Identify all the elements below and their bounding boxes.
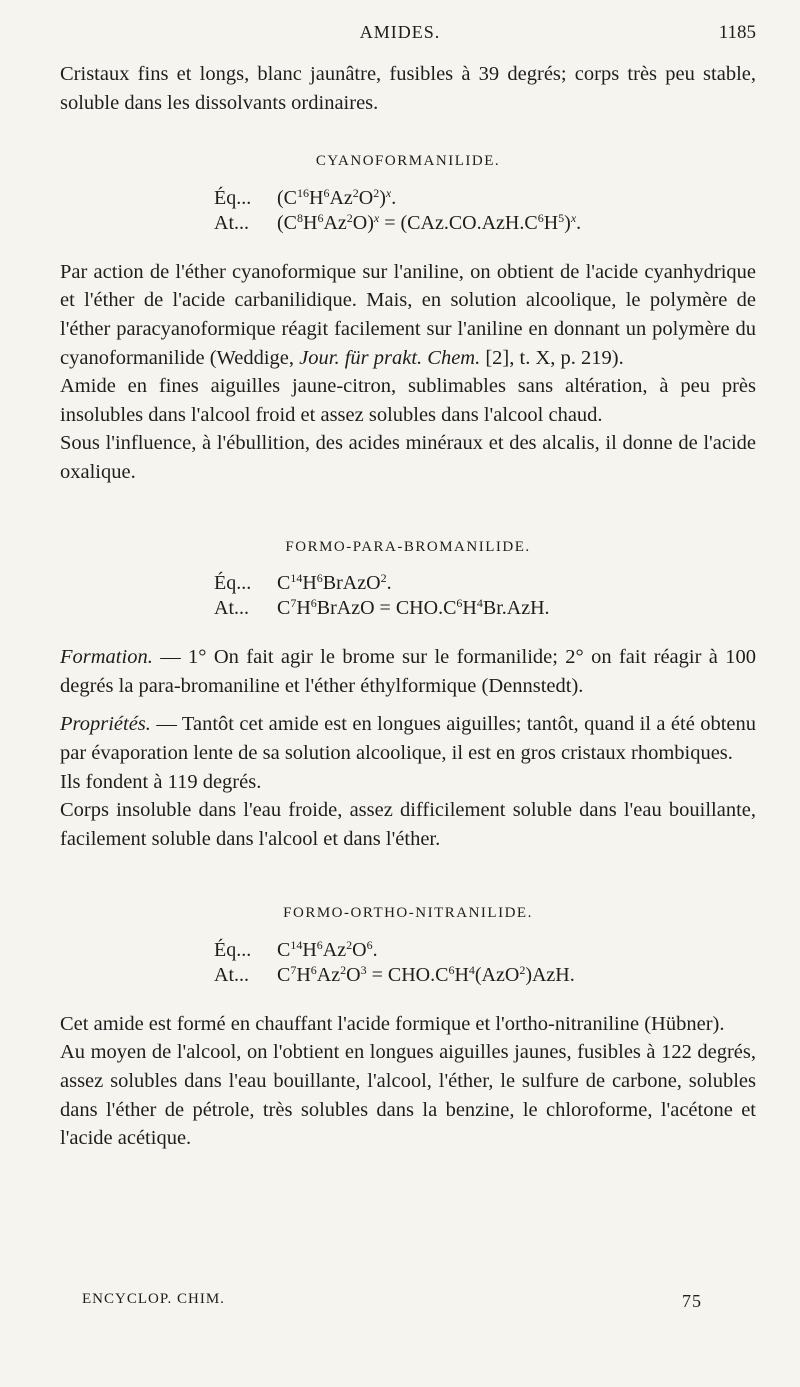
paragraph-nitro-2: Au moyen de l'alcool, on l'obtient en longues aiguilles jaunes, fusibles à 122 degrés, assez solubles dans l'eau bouillante, l'alcool, l'éther, le sulfure de carbone, solubles dans l'éther de pétrole, très solubles dans la benzine, le chloroforme, l'acétone et l'acide acétique. bbox=[60, 1041, 756, 1150]
section-title-cyanoformanilide: CYANOFORMANILIDE. bbox=[315, 153, 501, 170]
formula-eq: Éq... $(C^{16}H^6Az^2O^2)^x$. bbox=[214, 185, 397, 209]
formula-at: At... $C^7H^6Az^2O^3 = CHO.C^6H^4(AzO^2)AzH$. bbox=[214, 962, 575, 986]
paragraph-fondent: Ils fondent à 119 degrés. bbox=[60, 770, 262, 793]
proprietes-label: Propriétés. bbox=[60, 713, 151, 736]
formula-at: At... $C^7H^6BrAzO = CHO.C^6H^4Br.AzH$. bbox=[214, 596, 550, 620]
footer-signature: ENCYCLOP. CHIM. bbox=[82, 1291, 225, 1307]
body-text bbox=[60, 60, 756, 1153]
formula-eq-label: Éq... bbox=[214, 572, 252, 595]
paragraph-proprietes: Propriétés. — Tantôt cet amide est en longues aiguilles; tantôt, quand il a été obtenu par évaporation lente de sa solution alcoolique, il est en gros cristaux rhombiques. bbox=[60, 713, 757, 764]
journal-title: Jour. für prakt. Chem. bbox=[299, 346, 481, 369]
formula-eq-label: Éq... bbox=[214, 938, 252, 961]
signature-number: 75 bbox=[682, 1291, 702, 1311]
formula-eq-label: Éq... bbox=[214, 186, 252, 209]
page-number: 1185 bbox=[718, 22, 756, 43]
running-title: AMIDES. bbox=[359, 22, 441, 42]
paragraph-formation: Formation. — 1° On fait agir le brome sur le formanilide; 2° on fait réagir à 100 degrés la para-bromaniline et l'éther éthylformique (Dennstedt). bbox=[60, 646, 756, 697]
formula-at: At... $(C^8H^6Az^2O)^x = (CAz.CO.AzH.C^6H^5)^x$. bbox=[214, 210, 582, 234]
formation-label: Formation. bbox=[60, 646, 153, 669]
formula-eq: Éq... $C^{14}H^6Az^2O^6$. bbox=[214, 937, 378, 961]
paragraph-cyano-2: Amide en fines aiguilles jaune-citron, sublimables sans altération, à peu près insolubles dans l'alcool froid et assez solubles dans l'alcool chaud. bbox=[60, 375, 756, 426]
paragraph-nitro-1: Cet amide est formé en chauffant l'acide formique et l'ortho-nitraniline (Hübner). bbox=[60, 1012, 725, 1035]
paragraph-corps: Corps insoluble dans l'eau froide, assez difficilement soluble dans l'eau bouillante, facilement soluble dans l'alcool et dans l'éther. bbox=[60, 799, 756, 850]
paragraph-cyano-3: Sous l'influence, à l'ébullition, des acides minéraux et des alcalis, il donne de l'acide oxalique. bbox=[60, 432, 756, 483]
formula-at-label: At... bbox=[214, 211, 249, 234]
page-header bbox=[0, 22, 800, 52]
intro-paragraph: Cristaux fins et longs, blanc jaunâtre, fusibles à 39 degrés; corps très peu stable, soluble dans les dissolvants ordinaires. bbox=[60, 63, 756, 114]
formula-eq: Éq... $C^{14}H^6BrAzO^2$. bbox=[214, 571, 392, 595]
page-footer bbox=[82, 1291, 702, 1311]
formula-at-label: At... bbox=[214, 597, 249, 620]
section-title-bromanilide: FORMO-PARA-BROMANILIDE. bbox=[285, 538, 531, 555]
paragraph-cyano-1: Par action de l'éther cyanoformique sur l'aniline, on obtient de l'acide cyanhydrique et l'éther de l'acide carbanilidique. Mais, en solution alcoolique, le polymère de l'éther paracyanoformique réagit facilement sur l'aniline en donnant un polymère du cyanoformanilide (Weddige, Jour. für prakt. Chem. [2], t. X, p. 219). bbox=[60, 260, 756, 369]
formula-at-label: At... bbox=[214, 963, 249, 986]
section-title-nitranilide: FORMO-ORTHO-NITRANILIDE. bbox=[283, 905, 533, 922]
